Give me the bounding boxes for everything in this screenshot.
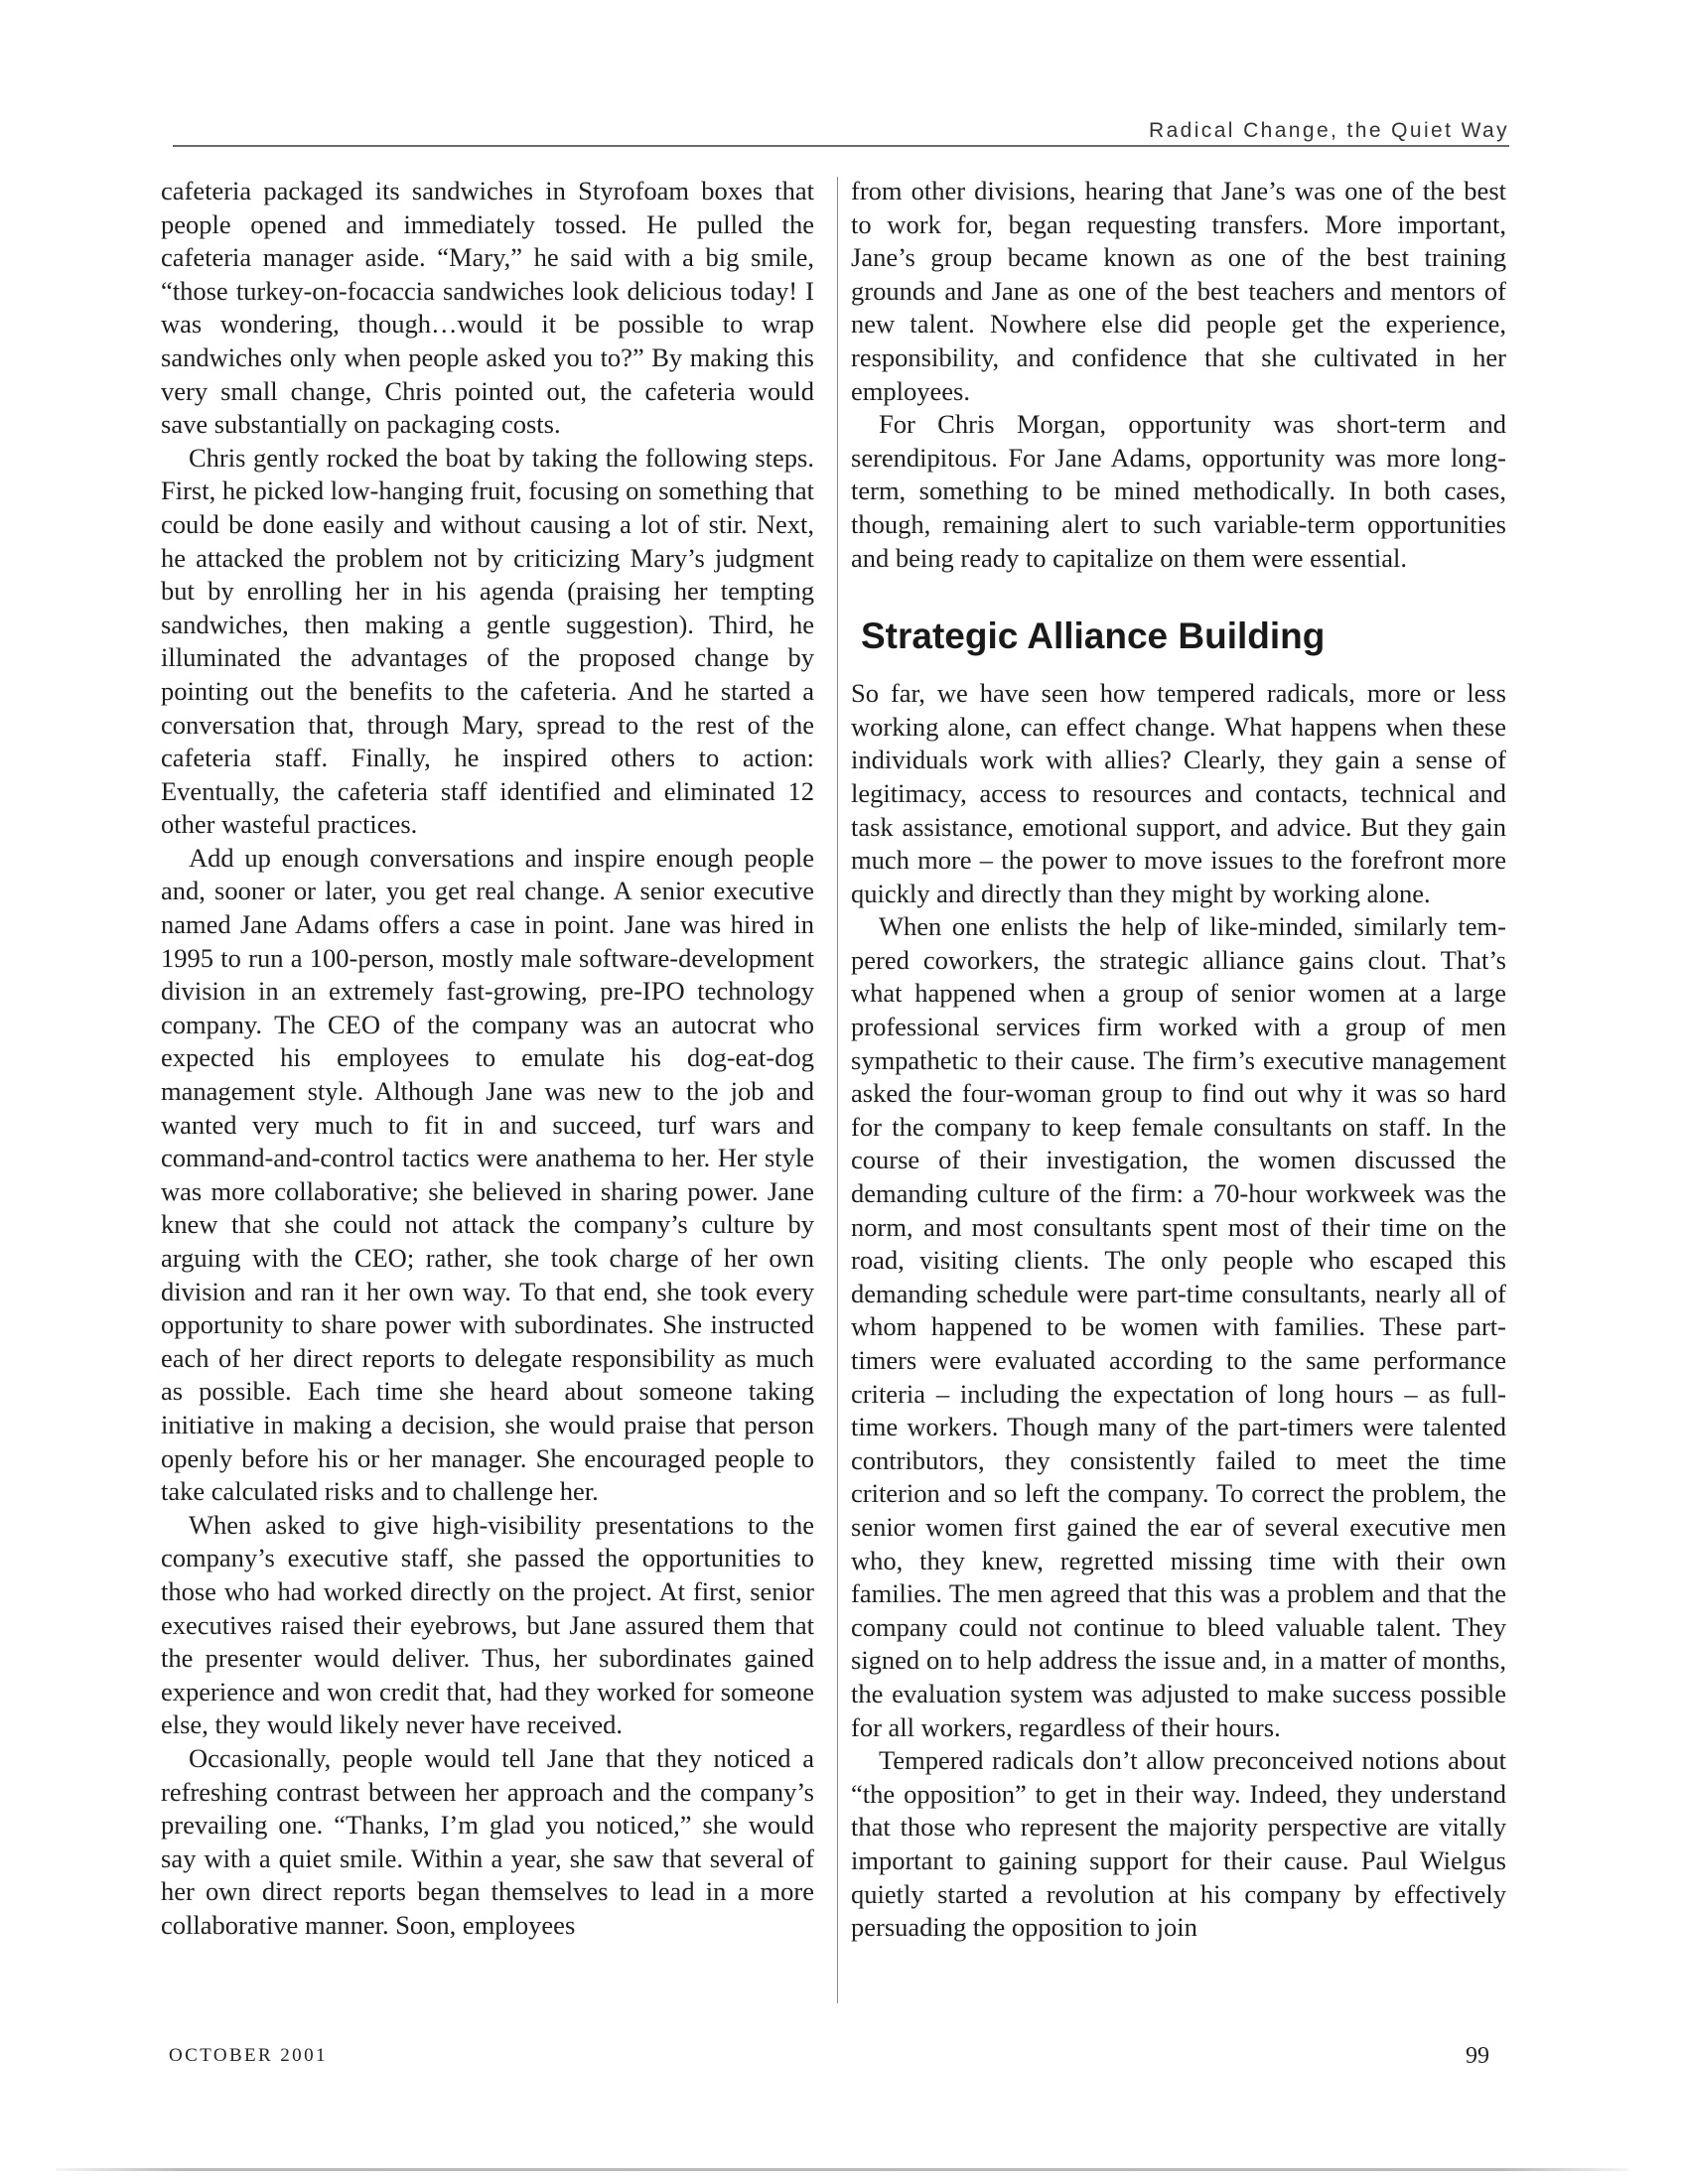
header-rule [173, 145, 1509, 147]
footer-issue-date: OCTOBER 2001 [169, 2045, 328, 2066]
section-heading: Strategic Alliance Building [861, 615, 1326, 657]
body-paragraph: Tempered radicals don’t allow preconceived notions about “the opposition” to get in their way. Indeed, they understand that those who represent the majority perspective are vitally important to gaining support for their cause. Paul Wielgus quietly started a revolution at his company by effectively persuading the opposition to join [851, 1745, 1506, 1943]
column-divider [837, 177, 838, 2003]
body-paragraph: For Chris Morgan, opportunity was short-term and serendipitous. For Jane Adams, opportunity was more long-term, something to be mined methodically. In both cases, though, remaining alert to such variable-term opportunities and being ready to capitalize on them were essential. [851, 409, 1506, 573]
body-paragraph: When one enlists the help of like-minded, similarly tempered coworkers, the strategic alliance gains clout. That’s what happened when a group of senior women at a large professional services firm worked with a group of men sympathetic to their cause. The firm’s executive management asked the four-woman group to find out why it was so hard for the company to keep female consultants on staff. In the course of their investigation, the women discussed the demanding culture of the firm: a 70-hour workweek was the norm, and most consultants spent most of their time on the road, visiting clients. The only people who escaped this demanding schedule were part-time consultants, nearly all of whom happened to be women with families. These part-timers were evaluated according to the same performance criteria – including the expectation of long hours – as full-time workers. Though many of the part-timers were talented contributors, they consistently failed to meet the time criterion and so left the company. To correct the problem, the senior women first gained the ear of several executive men who, they knew, regretted missing time with their own families. The men agreed that this was a problem and that the company could not continue to bleed valuable talent. They signed on to help address the issue and, in a matter of months, the evaluation system was adjusted to make success possible for all workers, regardless of their hours. [851, 911, 1506, 1742]
body-paragraph: Occasionally, people would tell Jane that they noticed a refreshing contrast between her approach and the company’s prevailing one. “Thanks, I’m glad you noticed,” she would say with a quiet smile. Within a year, she saw that several of her own direct reports began themselves to lead in a more collaborative manner. Soon, employees [161, 1742, 814, 1940]
body-paragraph: cafeteria packaged its sandwiches in Styrofoam boxes that people opened and immediately tossed. He pulled the cafeteria manager aside. “Mary,” he said with a big smile, “those turkey-on-focaccia sandwiches look delicious today! I was wondering, though…would it be possible to wrap sandwiches only when people asked you to?” By making this very small change, Chris pointed out, the cafeteria would save substantially on packaging costs. [161, 176, 814, 440]
right-column [851, 175, 1506, 1945]
footer-page-number: 99 [1466, 2043, 1489, 2069]
running-head-title: Radical Change, the Quiet Way [1149, 119, 1509, 142]
body-paragraph: Chris gently rocked the boat by taking the following steps. First, he picked low-hanging fruit, focusing on something that could be done easily and without causing a lot of stir. Next, he attacked the problem not by criticizing Mary’s judgment but by enrolling her in his agenda (praising her tempting sandwiches, then making a gentle suggestion). Third, he illuminated the advantages of the proposed change by pointing out the benefits to the cafeteria. And he started a conversation that, through Mary, spread to the rest of the cafeteria staff. Finally, he inspired others to action: Eventually, the cafeteria staff identified and eliminated 12 other wasteful practices. [161, 442, 814, 840]
left-column [161, 175, 814, 1942]
body-paragraph: Add up enough conversations and inspire enough people and, sooner or later, you get real change. A senior executive named Jane Adams offers a case in point. Jane was hired in 1995 to run a 100-person, mostly male software-development division in an extremely fast-growing, pre-IPO technology company. The CEO of the company was an autocrat who expected his employees to emulate his dog-eat-dog management style. Although Jane was new to the job and wanted very much to fit in and succeed, turf wars and command-and-control tactics were anathema to her. Her style was more collaborative; she believed in sharing power. Jane knew that she could not attack the company’s culture by arguing with the CEO; rather, she took charge of her own division and ran it her own way. To that end, she took every opportunity to share power with subordinates. She instructed each of her direct reports to delegate responsibility as much as possible. Each time she heard about someone taking initiative in making a decision, she would praise that person openly before his or her manager. She encouraged people to take calculated risks and to challenge her. [161, 842, 814, 1507]
scan-edge-line [56, 2168, 1628, 2171]
body-paragraph: When asked to give high-visibility presentations to the company’s executive staff, she passed the opportunities to those who had worked directly on the project. At first, senior executives raised their eyebrows, but Jane assured them that the presenter would deliver. Thus, her subordinates gained experience and won credit that, had they worked for someone else, they would likely never have received. [161, 1509, 814, 1740]
body-paragraph: So far, we have seen how tempered radicals, more or less working alone, can effect change. What happens when these individuals work with allies? Clearly, they gain a sense of legitimacy, access to resources and contacts, technical and task assistance, emotional support, and advice. But they gain much more – the power to move issues to the forefront more quickly and directly than they might by working alone. [851, 678, 1506, 908]
body-paragraph: from other divisions, hearing that Jane’s was one of the best to work for, began requesting transfers. More important, Jane’s group became known as one of the best training grounds and Jane as one of the best teachers and mentors of new talent. Nowhere else did people get the experience, responsibility, and confidence that she cultivated in her employees. [851, 176, 1506, 406]
